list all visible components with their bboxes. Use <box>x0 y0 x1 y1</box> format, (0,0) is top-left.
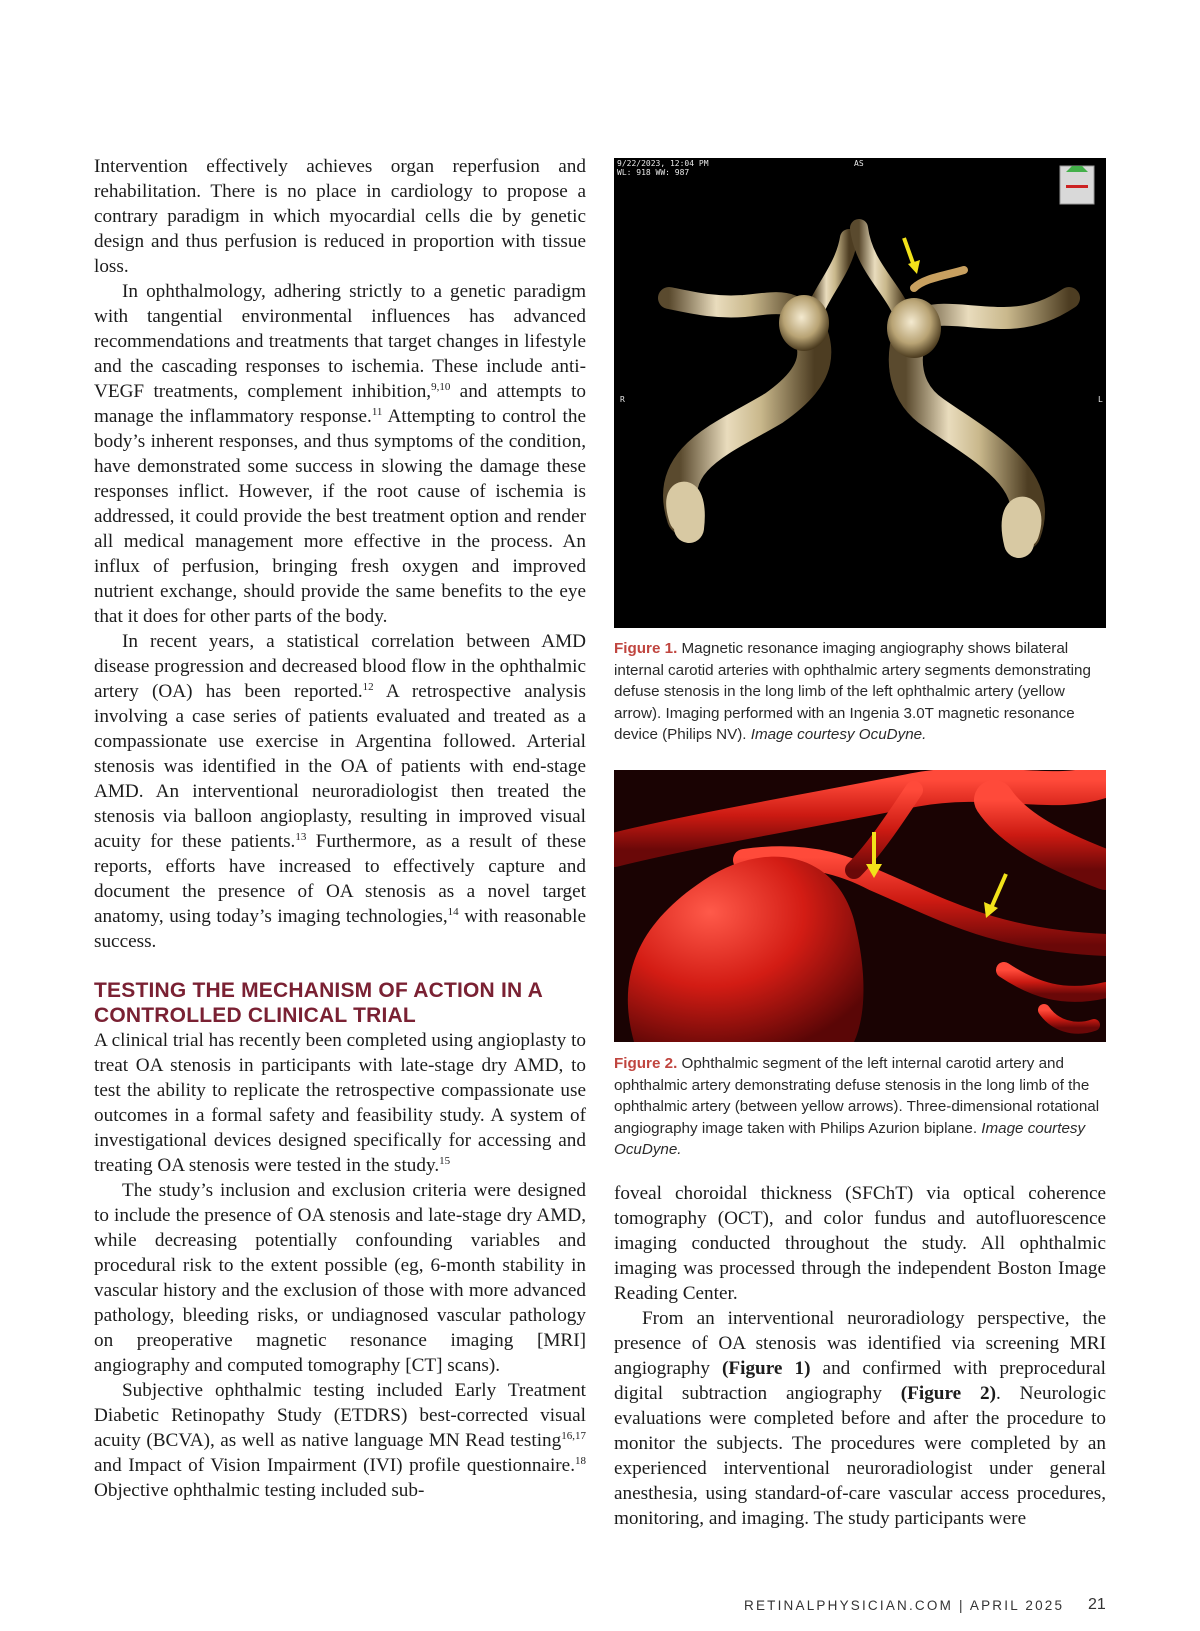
figure-2-caption <box>614 1053 1106 1161</box>
fig1-overlay-r: R <box>620 395 625 404</box>
paragraph-text: Attempting to control the body’s inherent responses, and thus symptoms of the condition, have demonstrated some success in slowing the damage these responses inflict. However, if the root cause of ischemia is addressed, it could provide the best treatment option and render all medical management more effective in the process. An influx of perfusion, bringing fresh oxygen and improved nutrient exchange, should provide the same benefits to the eye that it does for other parts of the body. <box>94 406 586 627</box>
fig1-overlay-date: 9/22/2023, 12:04 PM <box>617 159 709 168</box>
orientation-cube-icon <box>1060 166 1094 204</box>
figure-2-credit: Image courtesy OcuDyne. <box>614 1119 1086 1158</box>
body-paragraph <box>614 1306 1106 1531</box>
fig1-overlay-orient: AS <box>854 159 864 168</box>
body-paragraph <box>94 1378 586 1503</box>
reference-superscript: 18 <box>575 1455 586 1467</box>
paragraph-text: Objective ophthalmic testing included sub- <box>94 1480 425 1501</box>
section-heading: TESTING THE MECHANISM OF ACTION IN A CONTROLLED CLINICAL TRIAL <box>94 979 543 1027</box>
paragraph-text: and confirmed with preprocedural digital subtraction angiography <box>614 1358 1106 1404</box>
page-number: 21 <box>1088 1596 1106 1613</box>
body-paragraph <box>94 154 586 279</box>
reference-superscript: 14 <box>447 906 459 918</box>
left-paragraphs-top <box>94 154 586 954</box>
paragraph-text: with reasonable success. <box>94 906 586 952</box>
reference-superscript: 9,10 <box>431 381 451 393</box>
paragraph-text: A retrospective analysis involving a case series of patients evaluated and treated as a compassionate use exercise in Argentina followed. Arterial stenosis was identified in the OA of patients with end-stage AMD. An interventional neuroradiologist then treated the stenosis via balloon angioplasty, resulting in improved visual acuity for these patients. <box>94 681 587 852</box>
body-paragraph <box>94 629 586 954</box>
reference-superscript: 15 <box>439 1155 451 1167</box>
paragraph-text: The study’s inclusion and exclusion criteria were designed to include the presence of OA stenosis and late-stage dry AMD, while decreasing potentially confounding variables and procedural risk to the extent possible (eg, 6-month stability in vascular history and the exclusion of those with more advanced pathology, bleeding risks, or undiagnosed vascular pathology on preoperative magnetic resonance imaging [MRI] angiography and computed tomography [CT] scans). <box>94 1180 586 1376</box>
figure-2-caption-text: Ophthalmic segment of the left internal carotid artery and ophthalmic artery demonstrating defuse stenosis in the long limb of the ophthalmic artery (between yellow arrows). Three-dimensional rotational angiography image taken with Philips Azurion biplane. <box>614 1055 1100 1137</box>
figure-reference: (Figure 1) <box>722 1358 811 1379</box>
paragraph-text: and attempts to manage the inflammatory response. <box>94 381 586 427</box>
reference-superscript: 13 <box>295 831 307 843</box>
figure-1-caption-text: Magnetic resonance imaging angiography shows bilateral internal carotid arteries with ophthalmic artery segments demonstrating defuse stenosis in the long limb of the left ophthalmic artery (yellow arrow). Imaging performed with an Ingenia 3.0T magnetic resonance device (Philips NV). <box>614 640 1091 743</box>
paragraph-text: Subjective ophthalmic testing included Early Treatment Diabetic Retinopathy Study (ETDRS) best-corrected visual acuity (BCVA), as well as native language MN Read testing <box>94 1380 586 1451</box>
paragraph-text: . Neurologic evaluations were completed before and after the procedure to monitor the subjects. The procedures were completed by an experienced interventional neuroradiologist under general anesthesia, using standard-of-care vascular access procedures, monitoring, and imaging. The study participants were <box>614 1383 1106 1529</box>
figure-1-label: Figure 1. <box>614 640 678 657</box>
paragraph-text: foveal choroidal thickness (SFChT) via optical coherence tomography (OCT), and color fundus and autofluorescence imaging conducted throughout the study. All ophthalmic imaging was processed through the independent Boston Image Reading Center. <box>614 1183 1106 1304</box>
paragraph-text: A clinical trial has recently been completed using angioplasty to treat OA stenosis in participants with late-stage dry AMD, to test the ability to replicate the retrospective compassionate use outcomes in a formal safety and feasibility study. A system of investigational devices designed specifically for accessing and treating OA stenosis were tested in the study. <box>94 1030 586 1176</box>
footer-publication: RETINALPHYSICIAN.COM | APRIL 2025 <box>744 1598 1065 1613</box>
paragraph-text: From an interventional neuroradiology perspective, the presence of OA stenosis was identified via screening MRI angiography <box>614 1308 1106 1379</box>
paragraph-text: In recent years, a statistical correlation between AMD disease progression and decreased blood flow in the ophthalmic artery (OA) has been reported. <box>94 631 586 702</box>
body-paragraph <box>94 279 586 629</box>
fig1-overlay-wl: WL: 918 WW: 987 <box>617 168 690 177</box>
left-column <box>94 154 586 1503</box>
fig1-overlay-l: L <box>1098 395 1103 404</box>
figure-1-credit: Image courtesy OcuDyne. <box>750 726 927 743</box>
figure-reference: (Figure 2) <box>900 1383 996 1404</box>
reference-superscript: 12 <box>362 681 374 693</box>
figure-2-image <box>614 770 1106 1042</box>
left-paragraphs-bottom <box>94 1028 586 1503</box>
paragraph-text: Furthermore, as a result of these reports, efforts have increased to effectively capture and document the presence of OA stenosis as a novel target anatomy, using today’s imaging technologies, <box>94 831 586 927</box>
body-paragraph <box>94 1178 586 1378</box>
body-paragraph <box>614 1181 1106 1306</box>
paragraph-text: and Impact of Vision Impairment (IVI) profile questionnaire. <box>94 1455 575 1476</box>
paragraph-text: Intervention effectively achieves organ reperfusion and rehabilitation. There is no place in cardiology to propose a contrary paradigm in which myocardial cells die by genetic design and thus perfusion is reduced in proportion with tissue loss. <box>94 156 586 277</box>
body-paragraph <box>94 1028 586 1178</box>
figure-1-image <box>614 158 1106 628</box>
figure-1-caption <box>614 638 1106 746</box>
right-column <box>614 1181 1106 1531</box>
reference-superscript: 11 <box>371 406 383 418</box>
reference-superscript: 16,17 <box>561 1430 586 1442</box>
figure-2-label: Figure 2. <box>614 1055 678 1072</box>
paragraph-text: In ophthalmology, adhering strictly to a genetic paradigm with tangential environmental influences has advanced recommendations and treatments that target changes in lifestyle and the cascading responses to ischemia. These include anti-VEGF treatments, complement inhibition, <box>94 281 586 402</box>
